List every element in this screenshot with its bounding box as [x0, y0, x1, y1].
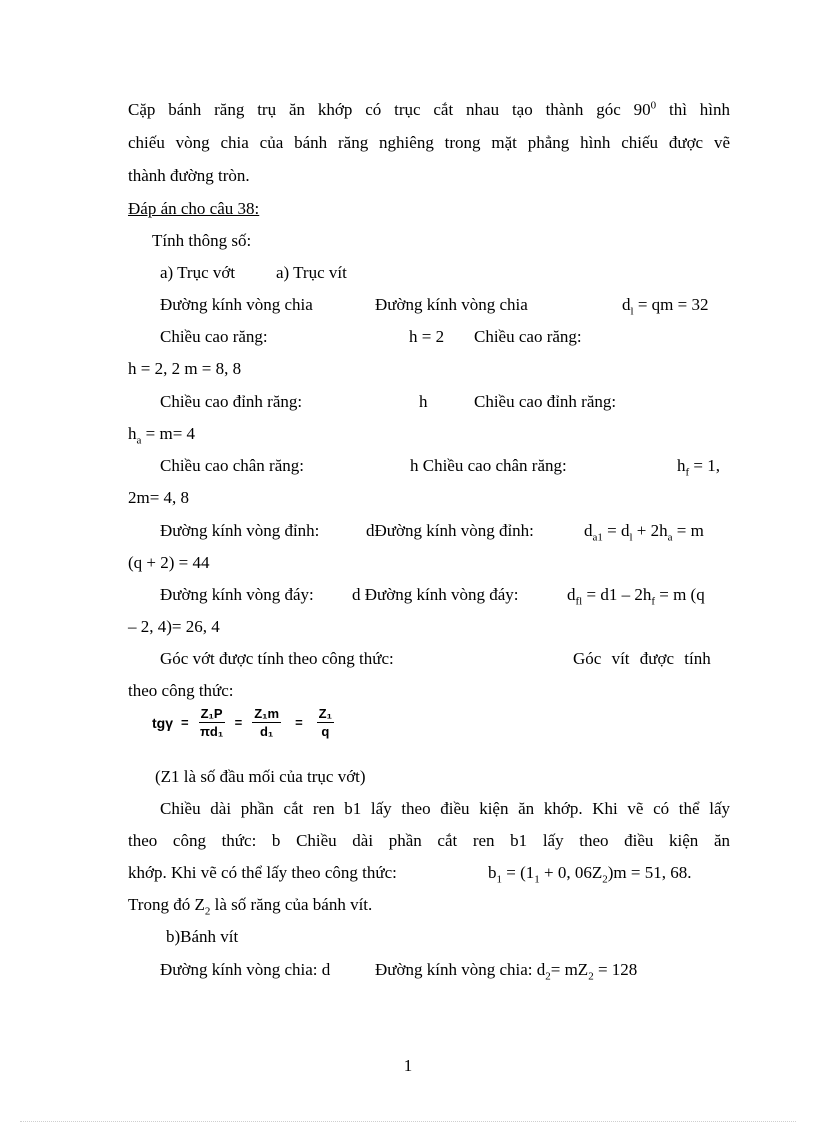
paragraph-2-line-1: Chiều dài phần cắt ren b1 lấy theo điều kiện ăn khớp. Khi vẽ có thể lấy	[160, 799, 730, 818]
subscript: a	[667, 531, 673, 544]
text-run: )m = 51, 68.	[607, 863, 692, 882]
text-run: + 0, 06Z	[539, 863, 603, 882]
text-run: = m	[672, 521, 704, 540]
text-run: d	[567, 585, 576, 604]
subscript: 2	[545, 970, 551, 983]
fraction-1	[199, 706, 225, 739]
row2-label-a: Chiều cao răng:	[160, 327, 268, 346]
row6-label-a: Đường kính vòng đáy:	[160, 585, 314, 604]
page-number: 1	[403, 1056, 413, 1075]
row1-label-b: Đường kính vòng chia	[375, 295, 528, 314]
text-run: = m= 4	[141, 424, 196, 443]
text-run: = 1,	[689, 456, 721, 475]
formula-lhs: tgγ	[152, 714, 173, 731]
text-run: h	[677, 456, 686, 475]
text-run: thì hình	[656, 100, 730, 119]
row7-continuation: theo công thức:	[128, 681, 234, 700]
section-a-worm-1: a) Trục vớt	[160, 263, 236, 282]
row7-label-b: Góc vít được tính	[573, 649, 711, 668]
fraction-3-denominator: q	[321, 724, 330, 739]
paragraph-2-line-3a: khớp. Khi vẽ có thể lấy theo công thức:	[128, 863, 397, 882]
subscript: a1	[592, 531, 603, 544]
text-run: + 2h	[632, 521, 668, 540]
row4-label-a: Chiều cao chân răng:	[160, 456, 304, 475]
subscript: 1	[534, 873, 540, 886]
row5-continuation: (q + 2) = 44	[128, 553, 210, 572]
text-run: = qm = 32	[633, 295, 709, 314]
fraction-1-numerator: Z₁P	[200, 706, 223, 721]
subscript: fl	[575, 595, 583, 608]
row6-continuation: – 2, 4)= 26, 4	[128, 617, 220, 636]
fraction-2-numerator: Z₁m	[254, 706, 280, 721]
subscript: 1	[496, 873, 502, 886]
paragraph-2-line-2: theo công thức: b Chiều dài phần cắt ren b1 lấy theo điều kiện ăn	[128, 831, 730, 850]
text-run: = mZ	[550, 960, 589, 979]
row4-label-b: h Chiều cao chân răng:	[410, 456, 567, 475]
equals-sign: =	[295, 715, 303, 730]
row1-label-a: Đường kính vòng chia	[160, 295, 313, 314]
row7-label-a: Góc vớt được tính theo công thức:	[160, 649, 394, 668]
fraction-2	[252, 706, 281, 739]
text-run: b	[488, 863, 497, 882]
superscript: 0	[650, 99, 657, 112]
text-run: d	[622, 295, 631, 314]
last-row-label-a: Đường kính vòng chia: d	[160, 960, 331, 979]
paragraph-1-line-2: chiếu vòng chia của bánh răng nghiêng trong mặt phẳng hình chiếu được vẽ	[128, 133, 730, 152]
text-run: d	[584, 521, 593, 540]
text-run: Đường kính vòng chia: d	[375, 960, 546, 979]
row3-label-c: Chiều cao đỉnh răng:	[474, 392, 617, 411]
last-row-label-b	[375, 960, 638, 983]
page-bottom-divider	[20, 1121, 796, 1122]
section-a-worm-2: a) Trục vít	[276, 263, 347, 282]
row3-value: h	[419, 392, 428, 411]
paragraph-2-line-3b	[488, 863, 692, 886]
section-b-worm-wheel: b)Bánh vít	[166, 927, 239, 946]
fraction-1-denominator: πd₁	[199, 724, 224, 739]
subscript: a	[136, 434, 142, 447]
paragraph-1-line-3: thành đường tròn.	[128, 166, 250, 185]
subscript: f	[651, 595, 655, 608]
fraction-2-denominator: d₁	[259, 724, 274, 739]
text-run: h	[128, 424, 137, 443]
row2-continuation: h = 2, 2 m = 8, 8	[128, 359, 242, 378]
text-run: Cặp bánh răng trụ ăn khớp có trục cắt nhau tạo thành góc 90	[128, 100, 651, 119]
row2-value: h = 2	[409, 327, 445, 346]
row5-label-b: dĐường kính vòng đỉnh:	[366, 521, 534, 540]
calc-label: Tính thông số:	[152, 231, 252, 250]
answer-heading: Đáp án cho câu 38:	[128, 199, 260, 218]
paragraph-1-line-1	[128, 100, 730, 120]
text-run: = 128	[593, 960, 638, 979]
equals-sign: =	[234, 715, 243, 730]
fraction-3	[317, 706, 334, 739]
text-run: = (1	[502, 863, 535, 882]
row2-label-c: Chiều cao răng:	[474, 327, 582, 346]
paragraph-2-line-4	[128, 895, 373, 918]
lead-angle-formula	[152, 706, 340, 739]
row4-continuation: 2m= 4, 8	[128, 488, 190, 507]
row1-value	[622, 295, 709, 318]
fraction-3-numerator: Z₁	[318, 706, 332, 721]
row6-label-b: d Đường kính vòng đáy:	[352, 585, 519, 604]
subscript: f	[685, 466, 690, 479]
row5-value	[584, 521, 704, 544]
subscript: l	[630, 305, 634, 318]
subscript: 2	[602, 873, 608, 886]
note: (Z1 là số đầu mối của trục vớt)	[155, 767, 366, 786]
text-run: = d	[602, 521, 630, 540]
text-run: là số răng của bánh vít.	[210, 895, 373, 914]
subscript: l	[629, 531, 633, 544]
text-run: = d1 – 2h	[582, 585, 652, 604]
row4-value	[677, 456, 721, 479]
row5-label-a: Đường kính vòng đỉnh:	[160, 521, 320, 540]
subscript: 2	[204, 905, 211, 918]
text-run: = m (q	[655, 585, 705, 604]
row6-value	[567, 585, 705, 608]
row3-label-a: Chiều cao đỉnh răng:	[160, 392, 303, 411]
equals-sign: =	[181, 715, 189, 730]
text-run: Trong đó Z	[128, 895, 205, 914]
subscript: 2	[588, 970, 594, 983]
row3-continuation	[128, 424, 196, 447]
